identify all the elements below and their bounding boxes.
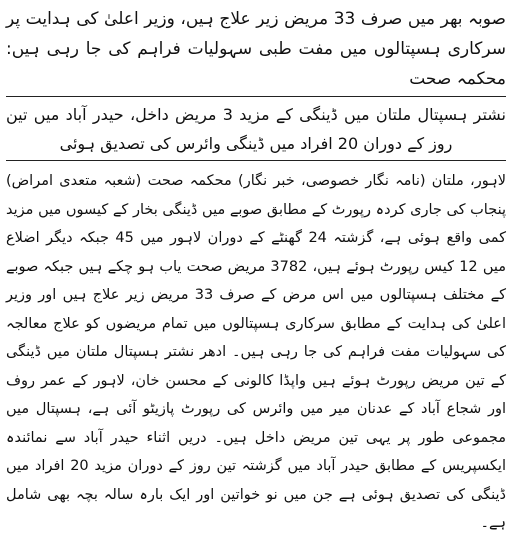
bottom-divider <box>6 160 506 161</box>
article-body: لاہور، ملتان (نامہ نگار خصوصی، خبر نگار) محکمہ صحت (شعبہ متعدی امراض) پنجاب کی جاری کردہ رپورٹ کے مطابق صوبے میں ڈینگی بخار کے کیسوں میں مزید کمی واقع ہوئی ہے، گزشتہ 24 گھنٹے کے دوران لاہور میں 45 جبکہ دیگر اضلاع میں 12 کیس رپورٹ ہوئے ہیں، 3782 مریض صحت یاب ہو چکے ہیں جبکہ صوبے کے مختلف ہسپتالوں میں اس مرض کے صرف 33 مریض زیر علاج ہیں اور وزیر اعلیٰ کی ہدایت کے مطابق سرکاری ہسپتالوں میں تمام مریضوں کو علاج معالجہ کی سہولیات مفت فراہم کی جا رہی ہیں۔ ادھر نشتر ہسپتال ملتان میں ڈینگی کے تین مریض رپورٹ ہوئے ہیں واپڈا کالونی کے محسن خان، لاہور کے عمر روف اور شجاع آباد کے عدنان میر میں وائرس کی رپورٹ پازیٹو آئی ہے، ہسپتال میں مجموعی طور پر یہی تین مریض داخل ہیں۔ دریں اثناء حیدر آباد سے نمائندہ ایکسپریس کے مطابق حیدر آباد میں گزشتہ تین روز کے دوران مزید 20 افراد میں ڈینگی کی تصدیق ہوئی ہے جن میں نو خواتین اور ایک بارہ سالہ بچہ بھی شامل ہے۔ <box>6 173 506 531</box>
article-subheadline: نشتر ہسپتال ملتان میں ڈینگی کے مزید 3 مریض داخل، حیدر آباد میں تین روز کے دوران 20 افراد میں ڈینگی وائرس کی تصدیق ہوئی <box>6 105 506 153</box>
article-headline: صوبہ بھر میں صرف 33 مریض زیر علاج ہیں، وزیر اعلیٰ کی ہدایت پر سرکاری ہسپتالوں میں مفت طبی سہولیات فراہم کی جا رہی ہیں: محکمہ صحت <box>6 9 506 89</box>
top-divider <box>6 96 506 97</box>
